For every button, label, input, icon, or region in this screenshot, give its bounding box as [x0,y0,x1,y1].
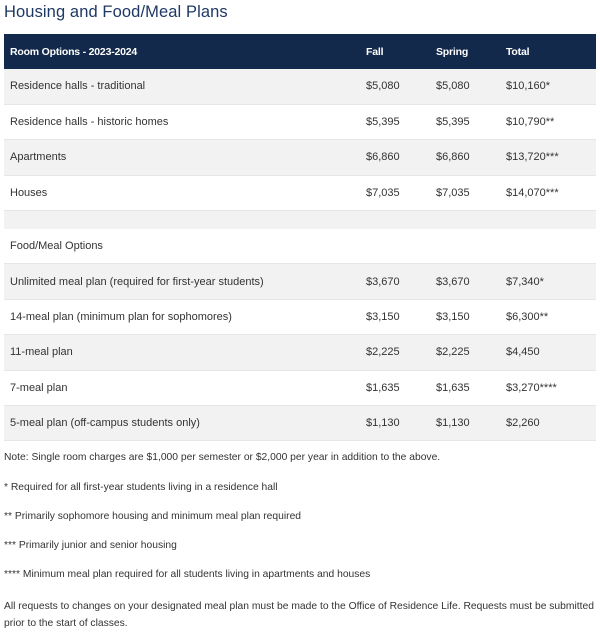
total-value: $6,300** [500,299,596,334]
row-label: Unlimited meal plan (required for first-year students) [4,264,360,299]
row-label: 5-meal plan (off-campus students only) [4,406,360,441]
fall-value: $5,080 [360,69,430,104]
footnote-4: **** Minimum meal plan required for all students living in apartments and houses [4,569,371,580]
section-header-row [4,229,596,264]
spring-value: $5,395 [430,104,500,139]
table-row [4,69,596,104]
table-row [4,175,596,210]
spring-value: $5,080 [430,69,500,104]
table-row [4,140,596,175]
table-row [4,406,596,441]
row-label: Residence halls - traditional [4,69,360,104]
row-label: 14-meal plan (minimum plan for sophomores) [4,299,360,334]
spring-value: $2,225 [430,335,500,370]
spring-value: $6,860 [430,140,500,175]
table-header-row [4,34,596,69]
fall-value: $3,670 [360,264,430,299]
spring-value: $1,130 [430,406,500,441]
row-label: Houses [4,175,360,210]
fall-value: $6,860 [360,140,430,175]
spring-value: $3,670 [430,264,500,299]
fall-value: $3,150 [360,299,430,334]
header-room-options: Room Options - 2023-2024 [10,45,138,58]
spring-value: $3,150 [430,299,500,334]
total-value: $10,790** [500,104,596,139]
table-row [4,299,596,334]
note-single-room: Note: Single room charges are $1,000 per semester or $2,000 per year in addition to the above. [4,452,441,463]
spring-value: $7,035 [430,175,500,210]
fall-value: $1,130 [360,406,430,441]
total-value: $7,340* [500,264,596,299]
spacer-row [4,211,596,229]
table-row [4,335,596,370]
header-fall: Fall [366,45,384,58]
header-total: Total [506,45,530,58]
total-value: $3,270**** [500,370,596,405]
fall-value: $1,635 [360,370,430,405]
table-row [4,104,596,139]
total-value: $13,720*** [500,140,596,175]
spring-value: $1,635 [430,370,500,405]
section-label: Food/Meal Options [4,229,596,264]
header-spring: Spring [436,45,469,58]
total-value: $2,260 [500,406,596,441]
table-row [4,370,596,405]
row-label: 11-meal plan [4,335,360,370]
total-value: $4,450 [500,335,596,370]
total-value: $10,160* [500,69,596,104]
footnote-3: *** Primarily junior and senior housing [4,540,177,551]
footnote-2: ** Primarily sophomore housing and minimum meal plan required [4,511,302,522]
footnote-1: * Required for all first-year students living in a residence hall [4,482,278,493]
note-meal-plan-changes: All requests to changes on your designated meal plan must be made to the Office of Residence Life. Requests must be submitted prior to the start of classes. [4,601,594,629]
row-label: Apartments [4,140,360,175]
page-title: Housing and Food/Meal Plans [4,3,228,21]
fall-value: $5,395 [360,104,430,139]
row-label: 7-meal plan [4,370,360,405]
table-row [4,264,596,299]
pricing-table [4,34,596,441]
total-value: $14,070*** [500,175,596,210]
fall-value: $2,225 [360,335,430,370]
row-label: Residence halls - historic homes [4,104,360,139]
fall-value: $7,035 [360,175,430,210]
